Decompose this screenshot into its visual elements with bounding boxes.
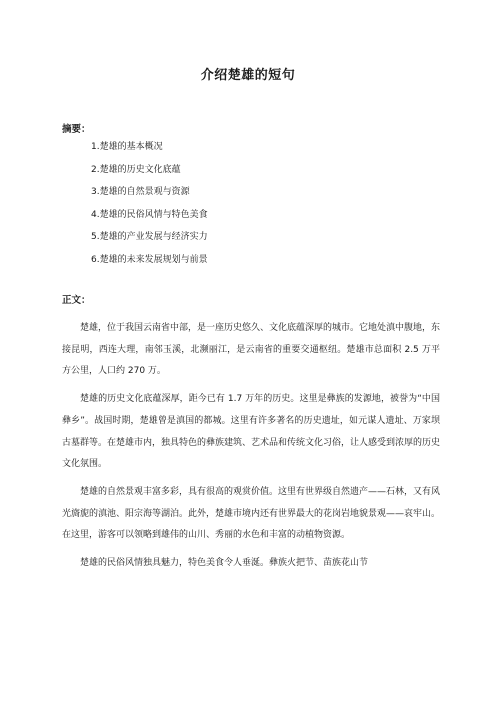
abstract-item: 5.楚雄的产业发展与经济实力: [91, 232, 208, 243]
body-paragraph: 楚雄的民俗风情独具魅力，特色美食令人垂涎。彝族火把节、苗族花山节: [80, 558, 369, 569]
body-paragraph: 楚雄，位于我国云南省中部，是一座历史悠久、文化底蕴深厚的城市。它地处滇中腹地，东接昆明，西连大理，南邻玉溪，北濒丽江，是云南省的重要交通枢纽。楚雄市总面积 2.5 万平方公里，人口约 270 万。: [62, 323, 441, 377]
abstract-label: 摘要：: [62, 124, 91, 135]
document-title: 介绍楚雄的短句: [200, 68, 296, 83]
abstract-item: 6.楚雄的未来发展规划与前景: [91, 254, 208, 265]
abstract-item: 4.楚雄的民俗风情与特色美食: [91, 209, 208, 220]
body-paragraph: 楚雄的自然景观丰富多彩，具有很高的观赏价值。这里有世界级自然遗产——石林，又有风光旖旎的滇池、阳宗海等湖泊。此外，楚雄市境内还有世界最大的花岗岩地貌景观——哀牢山。在这里，游客可以领略到雄伟的山川、秀丽的水色和丰富的动植物资源。: [62, 486, 441, 541]
abstract-list: [91, 140, 208, 276]
body-paragraph: 楚雄的历史文化底蕴深厚，距今已有 1.7 万年的历史。这里是彝族的发源地，被誉为“中国彝乡”。战国时期，楚雄曾是滇国的都城。这里有许多著名的历史遗址，如元谋人遗址、万家坝古墓群等。在楚雄市内，独具特色的彝族建筑、艺术品和传统文化习俗，让人感受到浓厚的历史文化氛围。: [62, 394, 441, 470]
abstract-item: 1.楚雄的基本概况: [91, 142, 163, 152]
abstract-item: 2.楚雄的历史文化底蕴: [91, 164, 181, 175]
abstract-item: 3.楚雄的自然景观与资源: [91, 187, 190, 198]
body-label: 正文：: [62, 295, 91, 306]
body-text: [62, 318, 440, 581]
